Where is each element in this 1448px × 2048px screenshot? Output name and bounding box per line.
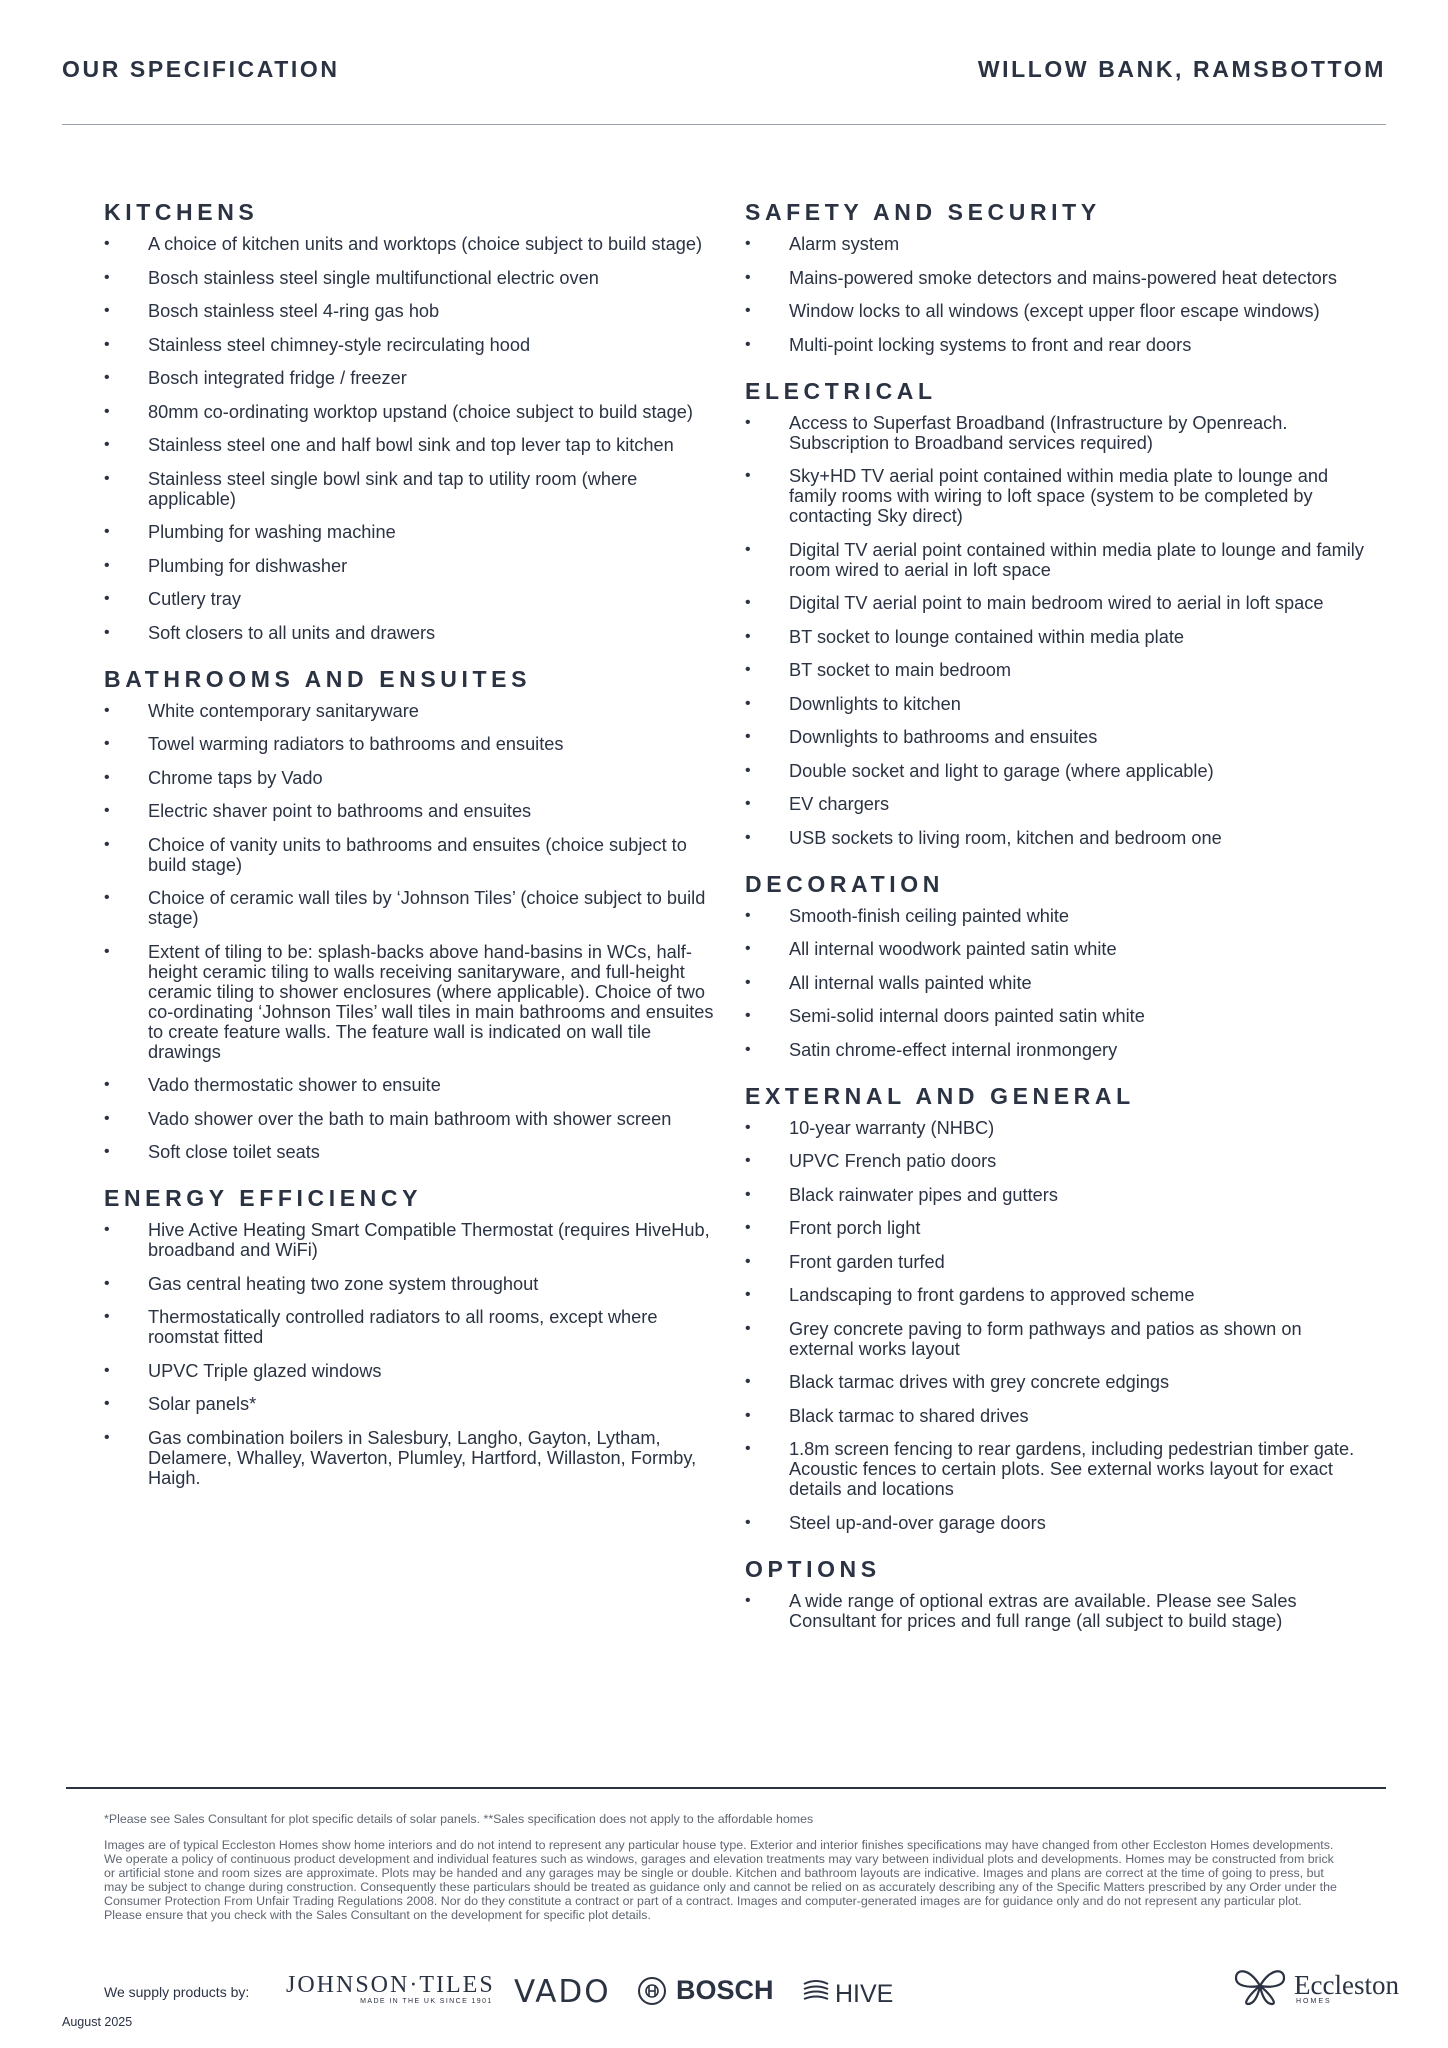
bullet-icon: • bbox=[104, 1428, 110, 1446]
section-title: EXTERNAL AND GENERAL bbox=[745, 1082, 1135, 1109]
johnson-tiles-wordmark: JOHNSON·TILES bbox=[286, 1972, 495, 1998]
right-column bbox=[745, 188, 1365, 1653]
bullet-icon: • bbox=[104, 735, 110, 752]
spec-item-text: Soft closers to all units and drawers bbox=[148, 622, 436, 643]
bullet-icon: • bbox=[745, 795, 751, 812]
spec-item-text: Sky+HD TV aerial point contained within media plate to lounge and family rooms with wiring to loft space (system to be completed by contacting Sky direct) bbox=[789, 466, 1329, 526]
bullet-icon: • bbox=[745, 1040, 751, 1058]
spec-item bbox=[104, 1220, 724, 1260]
spec-item bbox=[745, 234, 1365, 254]
spec-item-text: White contemporary sanitaryware bbox=[148, 700, 419, 721]
bullet-icon: • bbox=[745, 940, 751, 957]
spec-item bbox=[745, 1040, 1365, 1060]
bullet-icon: • bbox=[104, 1109, 110, 1127]
bullet-icon: • bbox=[745, 1152, 751, 1169]
bullet-icon: • bbox=[745, 906, 751, 924]
section-safety-and-security bbox=[745, 198, 1365, 355]
spec-item bbox=[104, 1307, 724, 1347]
spec-item-text: Satin chrome-effect internal ironmongery bbox=[789, 1039, 1118, 1060]
spec-item bbox=[104, 801, 724, 821]
spec-item-text: Digital TV aerial point to main bedroom wired to aerial in loft space bbox=[789, 593, 1324, 613]
bullet-icon: • bbox=[104, 701, 110, 719]
bullet-icon: • bbox=[104, 1076, 110, 1093]
bullet-icon: • bbox=[745, 235, 751, 252]
spec-item bbox=[104, 435, 724, 455]
spec-item bbox=[745, 1151, 1365, 1171]
bullet-icon: • bbox=[745, 268, 751, 286]
spec-item-text: Bosch integrated fridge / freezer bbox=[148, 368, 407, 388]
spec-item-text: Gas central heating two zone system throughout bbox=[148, 1273, 539, 1294]
bullet-icon: • bbox=[104, 402, 110, 420]
section-decoration bbox=[745, 870, 1365, 1060]
bullet-icon: • bbox=[104, 623, 110, 641]
section-options bbox=[745, 1555, 1365, 1631]
spec-item-text: Black tarmac drives with grey concrete edgings bbox=[789, 1372, 1170, 1392]
spec-item-text: Steel up-and-over garage doors bbox=[789, 1512, 1046, 1533]
section-energy-efficiency bbox=[104, 1184, 724, 1488]
header-title: OUR SPECIFICATION bbox=[62, 56, 340, 82]
spec-item bbox=[745, 939, 1365, 959]
section-electrical bbox=[745, 377, 1365, 848]
left-column bbox=[104, 188, 724, 1510]
spec-item-text: Front garden turfed bbox=[789, 1251, 945, 1272]
spec-item bbox=[745, 660, 1365, 680]
spec-item bbox=[104, 589, 724, 609]
spec-item bbox=[104, 335, 724, 355]
bosch-armature-icon bbox=[638, 1977, 666, 2005]
spec-item-text: Alarm system bbox=[789, 234, 900, 254]
spec-item bbox=[745, 1591, 1365, 1631]
bullet-icon: • bbox=[745, 1406, 751, 1424]
spec-item bbox=[104, 768, 724, 788]
spec-item bbox=[745, 301, 1365, 321]
bullet-icon: • bbox=[745, 335, 751, 353]
bullet-icon: • bbox=[745, 828, 751, 846]
johnson-tiles-logo bbox=[286, 1972, 495, 2005]
spec-item-text: 10-year warranty (NHBC) bbox=[789, 1117, 995, 1138]
spec-item bbox=[104, 234, 724, 254]
spec-item-text: Extent of tiling to be: splash-backs above hand-basins in WCs, half-height ceramic tiling to walls receiving sanitaryware, and full-height ceramic tiling to shower enclosures (where applicable). Choice of two co-ordinating ‘Johnson Tiles’ wall tiles in main bathrooms and ensuites to create feature walls. The feature wall is indicated on wall tile drawings bbox=[148, 941, 714, 1062]
spec-item-text: Stainless steel one and half bowl sink and top lever tap to kitchen bbox=[148, 435, 674, 455]
bullet-icon: • bbox=[745, 1118, 751, 1136]
bullet-icon: • bbox=[745, 540, 751, 558]
spec-list bbox=[745, 413, 1365, 848]
spec-item bbox=[745, 727, 1365, 747]
development-name: WILLOW BANK, RAMSBOTTOM bbox=[977, 56, 1386, 82]
section-title: DECORATION bbox=[745, 870, 944, 897]
bullet-icon: • bbox=[745, 1252, 751, 1270]
spec-item-text: Cutlery tray bbox=[148, 589, 241, 609]
spec-list bbox=[745, 1118, 1365, 1533]
section-title: SAFETY AND SECURITY bbox=[745, 199, 1101, 225]
bullet-icon: • bbox=[745, 661, 751, 678]
spec-item-text: 80mm co-ordinating worktop upstand (choice subject to build stage) bbox=[148, 401, 693, 422]
spec-item bbox=[745, 1006, 1365, 1026]
spec-item bbox=[745, 973, 1365, 993]
spec-item-text: Front porch light bbox=[789, 1218, 921, 1238]
spec-item bbox=[104, 734, 724, 754]
bullet-icon: • bbox=[104, 556, 110, 574]
spec-item-text: Choice of vanity units to bathrooms and ensuites (choice subject to build stage) bbox=[148, 834, 687, 875]
hive-wordmark: HIVE bbox=[835, 1980, 894, 2008]
spec-item bbox=[104, 402, 724, 422]
spec-item bbox=[104, 888, 724, 928]
spec-item bbox=[745, 1185, 1365, 1205]
spec-item bbox=[745, 466, 1365, 526]
bullet-icon: • bbox=[745, 1591, 751, 1609]
spec-item bbox=[745, 1319, 1365, 1359]
bullet-icon: • bbox=[104, 1221, 110, 1238]
bullet-icon: • bbox=[745, 694, 751, 712]
footer-divider bbox=[66, 1787, 1386, 1789]
bullet-icon: • bbox=[104, 1361, 110, 1379]
spec-item bbox=[104, 556, 724, 576]
spec-list bbox=[104, 234, 724, 643]
spec-list bbox=[104, 701, 724, 1163]
bullet-icon: • bbox=[745, 1513, 751, 1531]
spec-item bbox=[104, 522, 724, 542]
spec-item-text: UPVC Triple glazed windows bbox=[148, 1360, 382, 1381]
section-bathrooms-and-ensuites bbox=[104, 665, 724, 1163]
spec-item bbox=[745, 794, 1365, 814]
bullet-icon: • bbox=[745, 627, 751, 645]
spec-item-text: Black rainwater pipes and gutters bbox=[789, 1184, 1058, 1205]
spec-item bbox=[104, 1075, 724, 1095]
disclaimer: Images are of typical Eccleston Homes show home interiors and do not intend to represent any particular house type. Exterior and interior finishes specifications may have changed from other Eccleston Homes developments. We operate a policy of continuous product development and individual features such as windows, garages and elevation treatments may vary between individual plots and developments. Homes may be constructed from brick or artificial stone and room sizes are approximate. Plots may be handed and any garages may be single or double. Kitchen and bathroom layouts are indicative. Images and plans are correct at the time of going to press, but may be subject to change during construction. Consequently these particulars should be treated as guidance only and cannot be relied on as accurately describing any of the Specific Matters prescribed by any Order under the Consumer Protection From Unfair Trading Regulations 2008. Nor do they constitute a contract or part of a contract. Images and computer-generated images are for guidance only and do not represent any particular plot. Please ensure that you check with the Sales Consultant on the development for specific plot details. bbox=[104, 1838, 1337, 1922]
hive-icon bbox=[801, 1976, 831, 2013]
spec-item bbox=[745, 268, 1365, 288]
bullet-icon: • bbox=[104, 302, 110, 319]
spec-item bbox=[104, 1274, 724, 1294]
bullet-icon: • bbox=[745, 594, 751, 611]
bullet-icon: • bbox=[104, 1395, 110, 1412]
bullet-icon: • bbox=[104, 1308, 110, 1325]
johnson-tiles-tagline: MADE IN THE UK SINCE 1901 bbox=[360, 1998, 493, 2005]
spec-item-text: Vado shower over the bath to main bathroom with shower screen bbox=[148, 1108, 672, 1129]
spec-item-text: Black tarmac to shared drives bbox=[789, 1405, 1029, 1426]
spec-item bbox=[104, 835, 724, 875]
spec-item-text: A choice of kitchen units and worktops (choice subject to build stage) bbox=[148, 234, 703, 254]
spec-item-text: All internal walls painted white bbox=[789, 972, 1032, 993]
bullet-icon: • bbox=[745, 302, 751, 319]
vado-logo: VADO bbox=[514, 1974, 611, 2010]
bullet-icon: • bbox=[104, 768, 110, 786]
bullet-icon: • bbox=[745, 1286, 751, 1303]
spec-item bbox=[745, 1252, 1365, 1272]
spec-item-text: Semi-solid internal doors painted satin white bbox=[789, 1006, 1145, 1026]
supplier-label: We supply products by: bbox=[104, 1984, 250, 2000]
spec-item bbox=[745, 1439, 1365, 1499]
spec-item bbox=[104, 942, 724, 1062]
spec-item bbox=[745, 906, 1365, 926]
spec-item-text: Vado thermostatic shower to ensuite bbox=[148, 1075, 441, 1095]
spec-item-text: Digital TV aerial point contained within media plate to lounge and family room wired to aerial in loft space bbox=[789, 539, 1364, 580]
spec-item bbox=[745, 1406, 1365, 1426]
spec-item-text: Downlights to bathrooms and ensuites bbox=[789, 727, 1098, 747]
bullet-icon: • bbox=[104, 523, 110, 540]
bosch-wordmark: BOSCH bbox=[676, 1975, 774, 2005]
header-divider bbox=[62, 124, 1386, 125]
brand-name: Eccleston bbox=[1294, 1970, 1399, 2000]
spec-item-text: Smooth-finish ceiling painted white bbox=[789, 905, 1070, 926]
spec-item bbox=[104, 701, 724, 721]
section-title: OPTIONS bbox=[745, 1555, 881, 1582]
section-kitchens bbox=[104, 198, 724, 643]
eccleston-homes-logo bbox=[1232, 1966, 1399, 2011]
hive-logo bbox=[801, 1976, 893, 2013]
spec-item-text: 1.8m screen fencing to rear gardens, including pedestrian timber gate. Acoustic fences to certain plots. See external works layout for exact details and locations bbox=[789, 1439, 1355, 1499]
bullet-icon: • bbox=[104, 889, 110, 906]
spec-item-text: Chrome taps by Vado bbox=[148, 767, 323, 788]
spec-item bbox=[104, 301, 724, 321]
spec-item bbox=[745, 828, 1365, 848]
spec-item-text: Towel warming radiators to bathrooms and ensuites bbox=[148, 734, 564, 754]
spec-item-text: Bosch stainless steel 4-ring gas hob bbox=[148, 301, 440, 321]
bullet-icon: • bbox=[745, 761, 751, 779]
butterfly-icon bbox=[1232, 1966, 1288, 2011]
bullet-icon: • bbox=[104, 436, 110, 453]
spec-item bbox=[104, 268, 724, 288]
spec-item-text: Mains-powered smoke detectors and mains-powered heat detectors bbox=[789, 267, 1337, 288]
spec-item-text: Soft close toilet seats bbox=[148, 1142, 320, 1162]
section-title: KITCHENS bbox=[104, 199, 259, 225]
spec-item bbox=[745, 413, 1365, 453]
spec-item-text: Choice of ceramic wall tiles by ‘Johnson Tiles’ (choice subject to build stage) bbox=[148, 888, 706, 928]
spec-item bbox=[745, 1372, 1365, 1392]
section-title: ELECTRICAL bbox=[745, 377, 937, 404]
spec-list bbox=[745, 234, 1365, 355]
bullet-icon: • bbox=[745, 1319, 751, 1337]
spec-item bbox=[745, 1513, 1365, 1533]
spec-item bbox=[745, 593, 1365, 613]
brand-subtitle: HOMES bbox=[1296, 1998, 1332, 2005]
spec-item-text: A wide range of optional extras are available. Please see Sales Consultant for prices and full range (all subject to build stage) bbox=[789, 1590, 1297, 1631]
spec-item bbox=[104, 1109, 724, 1129]
spec-item bbox=[745, 335, 1365, 355]
bullet-icon: • bbox=[104, 268, 110, 286]
spec-item-text: Stainless steel chimney-style recirculating hood bbox=[148, 334, 531, 355]
section-external-and-general bbox=[745, 1082, 1365, 1533]
spec-item bbox=[745, 540, 1365, 580]
spec-item-text: Access to Superfast Broadband (Infrastructure by Openreach. Subscription to Broadband services required) bbox=[789, 412, 1288, 453]
spec-item bbox=[104, 1394, 724, 1414]
spec-item-text: Gas combination boilers in Salesbury, Langho, Gayton, Lytham, Delamere, Whalley, Waverton, Plumley, Hartford, Willaston, Formby, Haigh. bbox=[148, 1427, 697, 1488]
bullet-icon: • bbox=[104, 335, 110, 353]
section-title: BATHROOMS AND ENSUITES bbox=[104, 665, 532, 692]
bullet-icon: • bbox=[745, 1373, 751, 1390]
spec-item-text: Landscaping to front gardens to approved scheme bbox=[789, 1285, 1195, 1305]
bullet-icon: • bbox=[745, 1007, 751, 1024]
bullet-icon: • bbox=[745, 1440, 751, 1457]
bullet-icon: • bbox=[104, 1274, 110, 1292]
spec-item bbox=[104, 469, 724, 509]
spec-item-text: Thermostatically controlled radiators to all rooms, except where roomstat fitted bbox=[148, 1307, 658, 1347]
section-title: ENERGY EFFICIENCY bbox=[104, 1185, 423, 1211]
spec-item-text: UPVC French patio doors bbox=[789, 1151, 997, 1171]
spec-item-text: BT socket to lounge contained within media plate bbox=[789, 626, 1184, 647]
spec-list bbox=[104, 1220, 724, 1488]
spec-item-text: Plumbing for washing machine bbox=[148, 522, 396, 542]
spec-item-text: Hive Active Heating Smart Compatible Thermostat (requires HiveHub, broadband and WiFi) bbox=[148, 1220, 710, 1260]
bosch-logo bbox=[638, 1975, 774, 2006]
spec-item-text: All internal woodwork painted satin white bbox=[789, 939, 1117, 959]
publication-date: August 2025 bbox=[62, 2015, 133, 2029]
bullet-icon: • bbox=[104, 469, 110, 487]
spec-item-text: Bosch stainless steel single multifunctional electric oven bbox=[148, 267, 599, 288]
bullet-icon: • bbox=[104, 235, 110, 252]
spec-item bbox=[745, 1118, 1365, 1138]
bullet-icon: • bbox=[104, 942, 110, 960]
spec-item bbox=[104, 623, 724, 643]
bullet-icon: • bbox=[104, 1143, 110, 1160]
spec-item bbox=[745, 761, 1365, 781]
bullet-icon: • bbox=[745, 413, 751, 431]
bullet-icon: • bbox=[104, 802, 110, 819]
spec-item bbox=[104, 368, 724, 388]
spec-item bbox=[745, 694, 1365, 714]
spec-item-text: Grey concrete paving to form pathways and patios as shown on external works layout bbox=[789, 1318, 1302, 1359]
spec-item-text: Multi-point locking systems to front and rear doors bbox=[789, 334, 1192, 355]
spec-item-text: Plumbing for dishwasher bbox=[148, 555, 348, 576]
footnote: *Please see Sales Consultant for plot specific details of solar panels. **Sales specification does not apply to the affordable homes bbox=[104, 1812, 814, 1826]
spec-item-text: Double socket and light to garage (where applicable) bbox=[789, 760, 1214, 781]
bullet-icon: • bbox=[104, 590, 110, 607]
spec-item-text: Downlights to kitchen bbox=[789, 693, 961, 714]
spec-item bbox=[104, 1361, 724, 1381]
bullet-icon: • bbox=[745, 1185, 751, 1203]
spec-item-text: BT socket to main bedroom bbox=[789, 660, 1012, 680]
spec-list bbox=[745, 906, 1365, 1060]
bullet-icon: • bbox=[745, 728, 751, 745]
bullet-icon: • bbox=[104, 369, 110, 386]
spec-item bbox=[104, 1142, 724, 1162]
spec-item-text: Electric shaver point to bathrooms and ensuites bbox=[148, 801, 532, 821]
spec-item-text: Window locks to all windows (except upper floor escape windows) bbox=[789, 301, 1320, 321]
spec-item-text: USB sockets to living room, kitchen and bedroom one bbox=[789, 827, 1222, 848]
spec-item bbox=[745, 627, 1365, 647]
spec-item bbox=[745, 1285, 1365, 1305]
spec-item-text: Stainless steel single bowl sink and tap to utility room (where applicable) bbox=[148, 468, 638, 509]
spec-item bbox=[745, 1218, 1365, 1238]
bullet-icon: • bbox=[745, 973, 751, 991]
bullet-icon: • bbox=[745, 1219, 751, 1236]
bullet-icon: • bbox=[104, 835, 110, 853]
spec-item-text: EV chargers bbox=[789, 794, 890, 814]
spec-list bbox=[745, 1591, 1365, 1631]
spec-item-text: Solar panels* bbox=[148, 1394, 257, 1414]
spec-item bbox=[104, 1428, 724, 1488]
bullet-icon: • bbox=[745, 467, 751, 484]
